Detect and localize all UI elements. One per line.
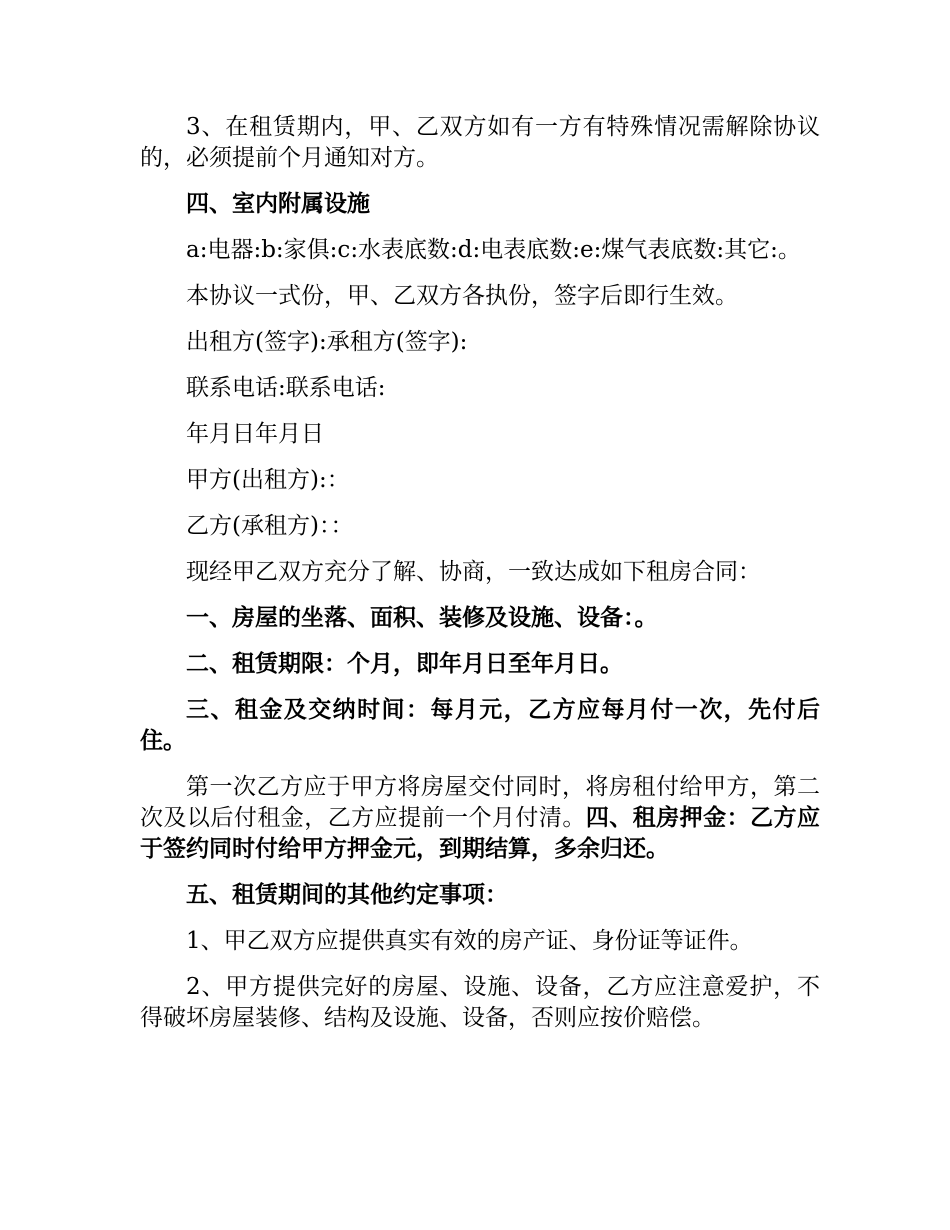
paragraph-dates: 年月日年月日 [186,421,324,447]
first-payment-text: 第一次乙方应于甲方将房屋交付同时，将房租付给甲方，第二次及以后付租金，乙方应提前一个月付清。 [140,774,820,831]
paragraph-facilities-list: a:电器:b:家俱:c:水表底数:d:电表底数:e:煤气表底数:其它:。 [186,237,801,263]
document-body [140,112,820,1049]
paragraph-party-a: 甲方(出租方):： [186,467,350,493]
paragraph-termination: 3、在租赁期内，甲、乙双方如有一方有特殊情况需解除协议的，必须提前个月通知对方。 [140,114,820,171]
paragraph-phone: 联系电话:联系电话: [186,375,386,401]
heading-rent-payment: 三、租金及交纳时间：每月元，乙方应每月付一次，先付后住。 [140,697,820,754]
paragraph-first-payment [140,772,820,865]
heading-deposit: 四、租房押金：乙方应于签约同时付给甲方押金元，到期结算，多余归还。 [140,805,821,862]
heading-lease-term: 二、租赁期限：个月，即年月日至年月日。 [186,651,623,677]
heading-other-terms: 五、租赁期间的其他约定事项： [186,882,508,908]
paragraph-party-b: 乙方(承租方)：： [186,513,354,539]
paragraph-copies: 本协议一式份，甲、乙双方各执份，签字后即行生效。 [186,283,738,309]
paragraph-term-1: 1、甲乙双方应提供真实有效的房产证、身份证等证件。 [186,928,753,954]
paragraph-term-2: 2、甲方提供完好的房屋、设施、设备，乙方应注意爱护，不得破坏房屋装修、结构及设施、设备，否则应按价赔偿。 [140,974,820,1031]
heading-house-location: 一、房屋的坐落、面积、装修及设施、设备：。 [186,605,658,631]
paragraph-signatures: 出租方(签字):承租方(签字): [186,329,468,355]
heading-attached-facilities: 四、室内附属设施 [186,191,370,217]
paragraph-agreement-intro: 现经甲乙双方充分了解、协商，一致达成如下租房合同： [186,559,761,585]
